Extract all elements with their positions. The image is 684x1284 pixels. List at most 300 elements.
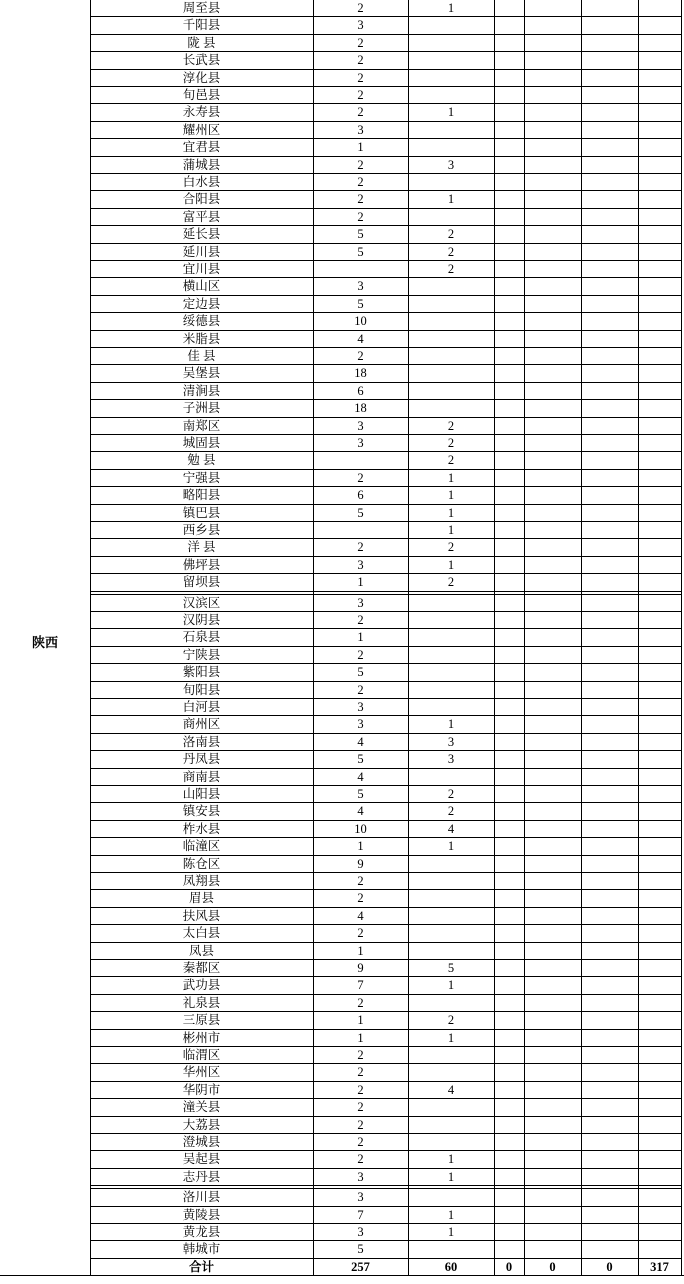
value-cell xyxy=(494,244,524,260)
value-cell: 2 xyxy=(357,995,364,1010)
value-cell xyxy=(494,925,524,941)
value-cell: 2 xyxy=(357,70,364,85)
value-cell: 5 xyxy=(357,505,364,520)
table-row xyxy=(90,1116,681,1133)
value-cell xyxy=(494,769,524,785)
value-cell xyxy=(313,522,408,538)
value-cell xyxy=(638,470,681,486)
value-cell xyxy=(524,734,581,750)
value-cell: 2 xyxy=(357,540,364,555)
value-cell xyxy=(638,244,681,260)
value-cell xyxy=(524,35,581,51)
value-cell xyxy=(524,1030,581,1046)
value-cell: 3 xyxy=(357,717,364,732)
county-name-cell: 长武县 xyxy=(182,53,221,68)
value-cell xyxy=(581,1012,638,1028)
county-name-cell: 扶风县 xyxy=(182,908,221,923)
value-cell xyxy=(524,1241,581,1257)
value-cell xyxy=(638,1224,681,1240)
value-cell xyxy=(408,1047,494,1063)
value-cell xyxy=(524,1169,581,1185)
value-cell xyxy=(494,418,524,434)
value-cell xyxy=(408,647,494,663)
value-cell xyxy=(638,751,681,767)
value-cell xyxy=(408,873,494,889)
value-cell xyxy=(638,17,681,33)
grid-line xyxy=(581,0,582,1275)
value-cell xyxy=(638,1241,681,1257)
value-cell: 1 xyxy=(447,839,455,854)
value-cell xyxy=(494,612,524,628)
value-cell xyxy=(494,1047,524,1063)
value-cell xyxy=(581,803,638,819)
value-cell: 4 xyxy=(447,1082,455,1097)
value-cell xyxy=(524,1207,581,1223)
value-cell: 6 xyxy=(357,488,364,503)
value-cell: 1 xyxy=(447,1225,455,1239)
value-cell xyxy=(524,365,581,381)
value-cell xyxy=(581,1030,638,1046)
county-name-cell: 凤翔县 xyxy=(182,874,221,888)
table-row xyxy=(90,976,681,993)
county-name-cell: 佛坪县 xyxy=(182,557,221,572)
county-name-cell: 永寿县 xyxy=(182,105,221,120)
value-cell xyxy=(638,296,681,312)
value-cell xyxy=(524,539,581,555)
value-cell xyxy=(524,261,581,277)
value-cell xyxy=(581,734,638,750)
table-row xyxy=(90,295,681,312)
county-name-cell: 镇安县 xyxy=(182,804,221,819)
table-row xyxy=(90,594,681,611)
table-row xyxy=(90,260,681,277)
value-cell xyxy=(408,1189,494,1205)
value-cell xyxy=(524,470,581,486)
table-row xyxy=(90,942,681,959)
value-cell xyxy=(638,629,681,645)
county-name-cell: 横山区 xyxy=(182,279,221,294)
value-cell xyxy=(408,1117,494,1133)
table-row xyxy=(90,715,681,732)
value-cell xyxy=(581,977,638,993)
value-cell xyxy=(494,908,524,924)
county-name-cell: 白水县 xyxy=(182,175,221,189)
county-name-cell: 宁强县 xyxy=(182,470,221,485)
table-row xyxy=(90,1046,681,1063)
value-cell xyxy=(313,452,408,468)
value-cell xyxy=(581,751,638,767)
value-cell: 4 xyxy=(357,908,364,923)
value-cell: 2 xyxy=(357,35,364,50)
table-row xyxy=(90,364,681,381)
value-cell xyxy=(524,400,581,416)
value-cell: 1 xyxy=(447,978,455,993)
table-row xyxy=(90,802,681,819)
value-cell xyxy=(638,1117,681,1133)
value-cell xyxy=(524,908,581,924)
value-cell xyxy=(638,769,681,785)
value-cell: 5 xyxy=(357,1242,364,1257)
county-name-cell: 略阳县 xyxy=(182,488,221,503)
value-cell xyxy=(638,908,681,924)
value-cell xyxy=(638,699,681,715)
table-row xyxy=(90,51,681,68)
value-cell xyxy=(581,348,638,364)
value-cell xyxy=(524,313,581,329)
value-cell xyxy=(638,943,681,959)
value-cell xyxy=(494,716,524,732)
block-divider xyxy=(90,1185,681,1186)
county-name-cell: 米脂县 xyxy=(182,331,221,346)
value-cell xyxy=(638,452,681,468)
value-cell xyxy=(638,0,681,16)
value-cell xyxy=(408,365,494,381)
total-label: 合计 xyxy=(188,1259,214,1274)
value-cell: 2 xyxy=(447,540,455,555)
value-cell xyxy=(494,209,524,225)
value-cell: 3 xyxy=(357,557,364,572)
value-cell: 1 xyxy=(447,505,455,520)
value-cell xyxy=(638,838,681,854)
value-cell: 6 xyxy=(357,383,364,398)
value-cell xyxy=(524,331,581,347)
table-row xyxy=(90,872,681,889)
value-cell xyxy=(638,574,681,590)
value-cell xyxy=(408,278,494,294)
value-cell xyxy=(494,890,524,906)
value-cell xyxy=(494,296,524,312)
value-cell xyxy=(494,1134,524,1150)
value-cell xyxy=(494,682,524,698)
county-name-cell: 清涧县 xyxy=(182,383,221,398)
value-cell: 9 xyxy=(357,856,364,871)
value-cell xyxy=(581,574,638,590)
county-name-cell: 耀州区 xyxy=(182,122,221,137)
value-cell: 1 xyxy=(447,717,455,732)
value-cell xyxy=(494,174,524,190)
value-cell xyxy=(581,17,638,33)
county-name-cell: 陇 县 xyxy=(187,35,216,50)
value-cell xyxy=(581,838,638,854)
value-cell xyxy=(581,557,638,573)
table-row xyxy=(90,69,681,86)
total-col-5: 0 xyxy=(606,1259,613,1274)
value-cell: 2 xyxy=(357,647,364,662)
value-cell xyxy=(524,87,581,103)
value-cell xyxy=(581,1064,638,1080)
value-cell xyxy=(638,977,681,993)
value-cell xyxy=(408,664,494,680)
county-name-cell: 柞水县 xyxy=(182,821,221,836)
value-cell: 1 xyxy=(447,1152,455,1167)
value-cell: 5 xyxy=(357,296,364,311)
value-cell xyxy=(494,1189,524,1205)
table-row xyxy=(90,663,681,680)
county-name-cell: 宁陕县 xyxy=(182,647,221,662)
value-cell: 2 xyxy=(447,227,455,242)
value-cell xyxy=(408,1241,494,1257)
county-name-cell: 武功县 xyxy=(182,978,221,993)
value-cell xyxy=(408,313,494,329)
table-row xyxy=(90,1168,681,1185)
county-name-cell: 绥德县 xyxy=(182,314,221,329)
value-cell xyxy=(581,786,638,802)
county-name-cell: 大荔县 xyxy=(182,1117,221,1132)
value-cell: 2 xyxy=(357,1117,364,1132)
value-cell xyxy=(524,612,581,628)
value-cell xyxy=(494,821,524,837)
value-cell: 1 xyxy=(447,192,455,207)
table-row xyxy=(90,820,681,837)
value-cell: 2 xyxy=(357,613,364,627)
table-row xyxy=(90,347,681,364)
value-cell xyxy=(581,191,638,207)
value-cell: 3 xyxy=(357,700,364,714)
value-cell xyxy=(408,612,494,628)
county-name-cell: 延长县 xyxy=(182,227,221,242)
value-cell xyxy=(524,873,581,889)
value-cell xyxy=(408,348,494,364)
county-name-cell: 旬阳县 xyxy=(182,682,221,697)
value-cell: 9 xyxy=(357,961,364,975)
value-cell xyxy=(638,786,681,802)
value-cell xyxy=(581,629,638,645)
value-cell: 3 xyxy=(357,418,364,433)
value-cell xyxy=(638,331,681,347)
value-cell xyxy=(581,331,638,347)
value-cell xyxy=(638,612,681,628)
value-cell: 10 xyxy=(354,314,367,329)
value-cell xyxy=(408,70,494,86)
value-cell xyxy=(581,890,638,906)
value-cell xyxy=(581,505,638,521)
table-row xyxy=(90,1223,681,1240)
value-cell xyxy=(524,418,581,434)
value-cell xyxy=(494,595,524,611)
county-name-cell: 吴起县 xyxy=(182,1152,221,1167)
value-cell xyxy=(494,1151,524,1167)
value-cell xyxy=(494,139,524,155)
value-cell: 1 xyxy=(447,1,455,15)
value-cell xyxy=(494,522,524,538)
county-name-cell: 合阳县 xyxy=(182,192,221,207)
table-row xyxy=(90,521,681,538)
value-cell: 2 xyxy=(357,1065,364,1080)
value-cell: 2 xyxy=(447,787,455,801)
value-cell xyxy=(524,1064,581,1080)
county-name-cell: 淳化县 xyxy=(182,70,221,85)
table-row xyxy=(90,628,681,645)
value-cell xyxy=(408,35,494,51)
value-cell xyxy=(408,699,494,715)
county-name-cell: 彬州市 xyxy=(182,1030,221,1045)
value-cell xyxy=(581,87,638,103)
value-cell: 2 xyxy=(357,209,364,224)
value-cell: 2 xyxy=(447,804,455,819)
value-cell xyxy=(581,1189,638,1205)
value-cell: 3 xyxy=(447,752,455,767)
table-row xyxy=(90,225,681,242)
value-cell xyxy=(524,435,581,451)
value-cell xyxy=(524,943,581,959)
value-cell xyxy=(524,174,581,190)
county-name-cell: 石泉县 xyxy=(182,630,221,645)
county-name-cell: 洛南县 xyxy=(182,734,221,749)
value-cell xyxy=(494,664,524,680)
value-cell xyxy=(494,751,524,767)
value-cell xyxy=(408,139,494,155)
value-cell xyxy=(494,1241,524,1257)
value-cell xyxy=(581,960,638,976)
value-cell xyxy=(524,383,581,399)
county-name-cell: 汉阴县 xyxy=(182,613,221,627)
county-name-cell: 勉 县 xyxy=(187,453,216,468)
value-cell xyxy=(581,1224,638,1240)
value-cell xyxy=(494,400,524,416)
value-cell xyxy=(494,539,524,555)
county-name-cell: 黄陵县 xyxy=(182,1207,221,1222)
value-cell xyxy=(494,452,524,468)
value-cell: 1 xyxy=(447,1030,455,1045)
value-cell xyxy=(408,769,494,785)
value-cell xyxy=(524,122,581,138)
value-cell xyxy=(638,400,681,416)
value-cell xyxy=(581,35,638,51)
value-cell xyxy=(494,838,524,854)
block-divider xyxy=(90,591,681,592)
value-cell: 1 xyxy=(357,575,364,590)
value-cell xyxy=(494,1012,524,1028)
table-row xyxy=(90,750,681,767)
value-cell xyxy=(524,595,581,611)
value-cell xyxy=(524,664,581,680)
total-col-1: 257 xyxy=(351,1259,370,1274)
county-name-cell: 志丹县 xyxy=(182,1169,221,1184)
table-row xyxy=(90,573,681,590)
value-cell xyxy=(581,296,638,312)
value-cell xyxy=(524,348,581,364)
value-cell xyxy=(581,595,638,611)
value-cell xyxy=(581,1082,638,1098)
value-cell xyxy=(581,261,638,277)
value-cell xyxy=(581,470,638,486)
value-cell xyxy=(494,487,524,503)
value-cell: 2 xyxy=(357,1135,364,1149)
table-row xyxy=(90,86,681,103)
value-cell: 3 xyxy=(357,1190,364,1205)
grid-line xyxy=(90,0,91,1275)
county-name-cell: 留坝县 xyxy=(182,575,221,590)
value-cell: 1 xyxy=(447,1169,455,1184)
value-cell xyxy=(581,664,638,680)
grid-line xyxy=(524,0,525,1275)
grid-line xyxy=(494,0,495,1275)
value-cell xyxy=(638,174,681,190)
value-cell xyxy=(638,522,681,538)
value-cell xyxy=(638,664,681,680)
table-row xyxy=(90,889,681,906)
value-cell: 1 xyxy=(447,523,455,537)
value-cell xyxy=(581,104,638,120)
value-cell xyxy=(494,157,524,173)
value-cell xyxy=(524,191,581,207)
table-row xyxy=(90,994,681,1011)
value-cell xyxy=(581,1134,638,1150)
county-name-cell: 汉滨区 xyxy=(182,595,221,610)
table-row xyxy=(90,330,681,347)
value-cell xyxy=(638,539,681,555)
value-cell xyxy=(524,751,581,767)
value-cell: 2 xyxy=(357,682,364,697)
value-cell xyxy=(524,244,581,260)
value-cell: 7 xyxy=(357,1207,364,1222)
value-cell xyxy=(524,226,581,242)
value-cell: 2 xyxy=(357,192,364,207)
value-cell xyxy=(581,122,638,138)
value-cell xyxy=(581,995,638,1011)
table-row xyxy=(90,434,681,451)
value-cell xyxy=(581,1047,638,1063)
value-cell: 2 xyxy=(357,1082,364,1097)
value-cell: 1 xyxy=(357,140,364,155)
value-cell: 2 xyxy=(447,453,455,468)
value-cell xyxy=(581,716,638,732)
value-cell xyxy=(524,925,581,941)
value-cell xyxy=(494,191,524,207)
county-name-cell: 佳 县 xyxy=(187,349,216,363)
value-cell xyxy=(581,821,638,837)
value-cell xyxy=(524,803,581,819)
value-cell: 2 xyxy=(447,262,455,276)
table-row xyxy=(90,1029,681,1046)
county-name-cell: 西乡县 xyxy=(182,523,221,537)
county-name-cell: 凤县 xyxy=(188,943,214,958)
value-cell xyxy=(494,331,524,347)
county-name-cell: 秦都区 xyxy=(182,961,221,975)
value-cell xyxy=(494,122,524,138)
grid-line xyxy=(408,0,409,1275)
value-cell xyxy=(524,157,581,173)
value-cell: 2 xyxy=(357,157,364,172)
table-row xyxy=(90,785,681,802)
value-cell xyxy=(638,70,681,86)
value-cell xyxy=(524,1134,581,1150)
value-cell xyxy=(638,87,681,103)
value-cell xyxy=(408,1134,494,1150)
value-cell: 2 xyxy=(357,53,364,68)
value-cell xyxy=(638,435,681,451)
value-cell xyxy=(494,786,524,802)
value-cell xyxy=(638,365,681,381)
value-cell: 1 xyxy=(357,630,364,645)
value-cell xyxy=(581,278,638,294)
value-cell: 2 xyxy=(357,88,364,102)
value-cell xyxy=(524,278,581,294)
value-cell xyxy=(408,856,494,872)
table-row xyxy=(90,34,681,51)
value-cell xyxy=(638,1047,681,1063)
table-row xyxy=(90,1133,681,1150)
table-row xyxy=(90,469,681,486)
value-cell xyxy=(494,278,524,294)
value-cell xyxy=(494,0,524,16)
table-row xyxy=(90,1098,681,1115)
value-cell xyxy=(581,52,638,68)
value-cell: 2 xyxy=(357,105,364,120)
value-cell xyxy=(524,0,581,16)
table-row xyxy=(90,156,681,173)
value-cell xyxy=(638,383,681,399)
